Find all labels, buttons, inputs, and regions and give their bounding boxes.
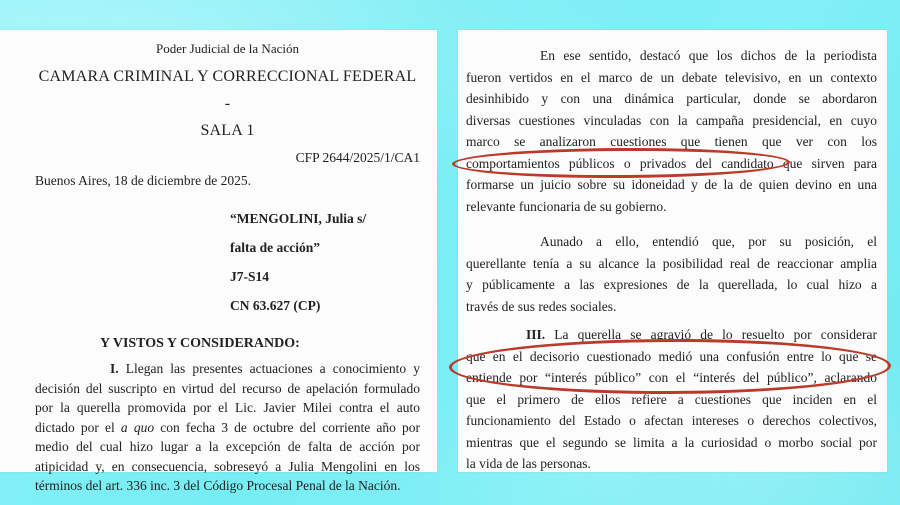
institution-header: Poder Judicial de la Nación [156, 41, 299, 56]
court-title-line-1: CAMARA CRIMINAL Y CORRECCIONAL FEDERAL - [38, 68, 417, 112]
body-line-circled: comportamientos públicos o privados del candidato que sirven para [466, 155, 877, 171]
body-line: funcionamiento del Estado o afectan intereses o derechos colectivos, [466, 413, 877, 428]
document-page-1 [0, 30, 437, 493]
body-line: mientras que el segundo se limita a la curiosidad o morbo social por [466, 434, 877, 450]
body-line: relevante funcionaria de su gobierno. [466, 198, 667, 214]
body-line: la vida de las personas. [466, 456, 591, 471]
paragraph-I [35, 359, 420, 496]
body-line: querellante tenía a su alcance la posibilidad real de reaccionar amplia [466, 255, 877, 271]
body-line: formarse un juicio sobre su idoneidad y de la de quien devino en una [466, 177, 877, 192]
court-title-line-2: SALA 1 [200, 122, 255, 139]
caption-line: CN 63.627 (CP) [230, 298, 321, 313]
body-line: desinhibido y con una dinámica particular, donde se abordaron [466, 91, 877, 106]
body-line: decisión del suscripto en virtud del recurso de apelación formulado [35, 380, 420, 396]
caption-line: J7-S14 [230, 269, 270, 284]
body-line: En ese sentido, destacó que los dichos de la periodista [540, 48, 877, 63]
body-line: través de sus redes sociales. [466, 298, 617, 314]
body-line: Aunado a ello, entendió que, por su posición, el [540, 234, 877, 249]
case-number: CFP 2644/2025/1/CA1 [295, 150, 420, 165]
body-line-circled: entiende por “interés público” con el “interés del público”, aclarando [466, 370, 877, 385]
body-line: atipicidad y, en consecuencia, sobreseyó a Julia Mengolini en los [35, 458, 420, 474]
body-line: medio del cual hizo lugar a la excepción de falta de acción por [35, 439, 420, 454]
court-title [35, 63, 420, 144]
body-line: marco se analizaron cuestiones que tienen que ver con los [466, 134, 877, 149]
body-line: términos del art. 336 inc. 3 del Código Procesal Penal de la Nación. [35, 478, 401, 493]
paragraph-III [466, 324, 877, 475]
body-line: que el primero de ellos refiere a cuestiones que inciden en el [466, 391, 877, 407]
vistos-heading: Y VISTOS Y CONSIDERANDO: [100, 336, 300, 351]
section-number: I. [110, 361, 119, 376]
date-place-line: Buenos Aires, 18 de diciembre de 2025. [35, 173, 251, 188]
body-line: III. La querella se agravió de lo resuelto por considerar [526, 327, 877, 342]
document-page-2 [458, 30, 887, 472]
body-line: por la querella promovida por el Lic. Javier Milei contra el auto [35, 400, 420, 415]
caption-line: falta de acción” [230, 240, 320, 255]
case-caption [230, 204, 420, 320]
body-line: dictado por el a quo con fecha 3 de octubre del corriente año por [35, 419, 421, 435]
body-line: fueron vertidos en el marco de un debate televisivo, en un contexto [466, 69, 877, 85]
body-line-circled: que en el decisorio cuestionado medió una confusión entre lo que se [466, 348, 877, 364]
caption-line: “MENGOLINI, Julia s/ [230, 211, 367, 226]
body-line: diversas cuestiones vinculadas con la campaña presidencial, en cuyo [466, 112, 877, 128]
latin-term: a quo [120, 419, 155, 435]
body-line: I. Llegan las presentes actuaciones a conocimiento y [110, 361, 420, 376]
section-number: III. [526, 327, 546, 342]
paragraph-aunado [466, 231, 877, 317]
body-line: y públicamente a las expresiones de la querellada, lo cual hizo a [466, 277, 877, 292]
paragraph-sentido [466, 45, 877, 217]
